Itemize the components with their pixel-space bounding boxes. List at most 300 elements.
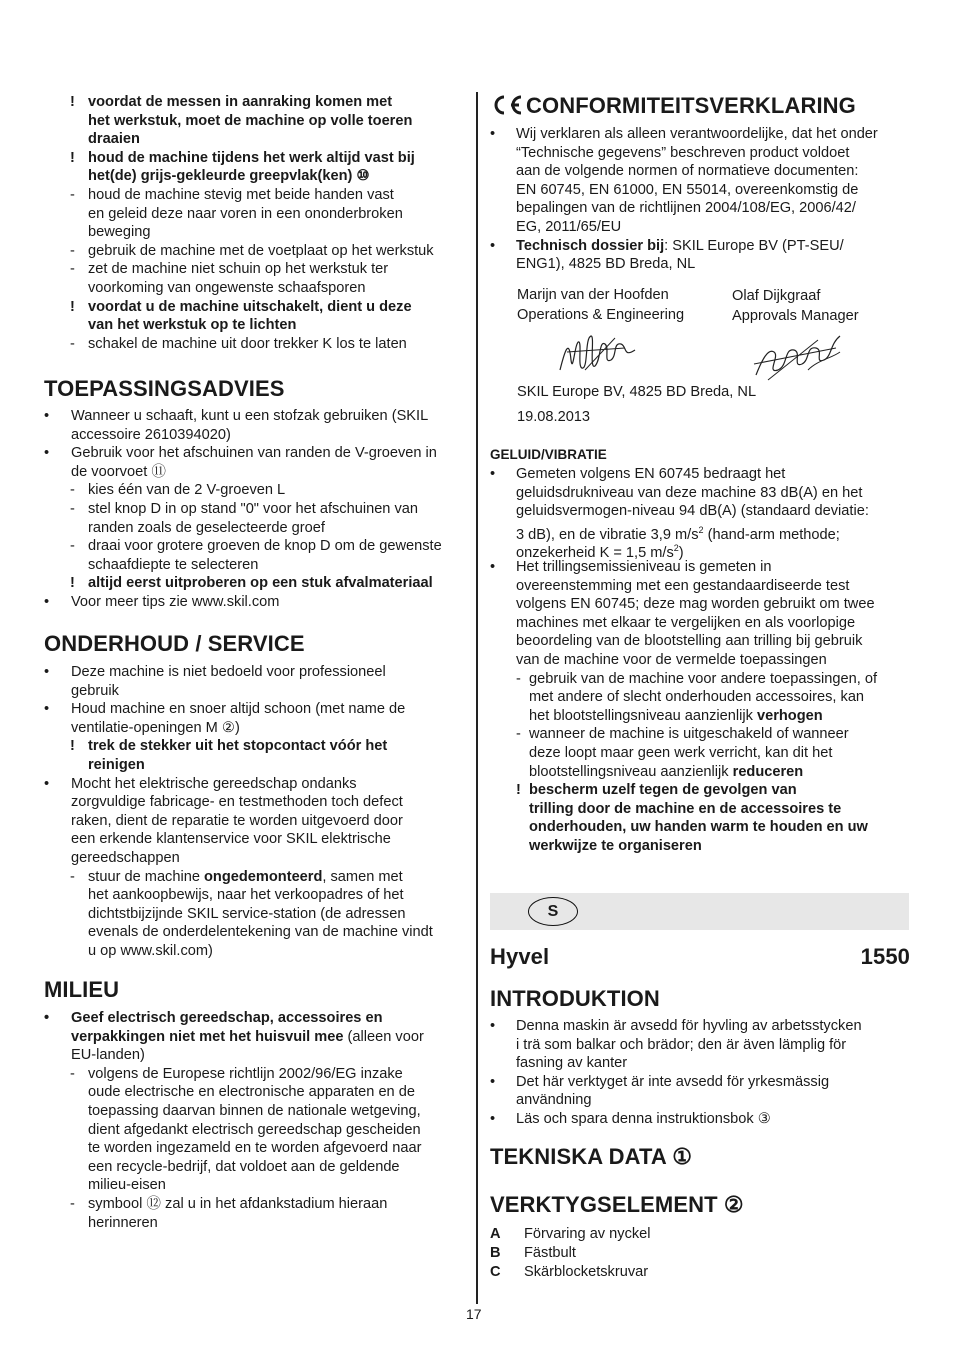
text-run: deze loopt maar geen werk verricht, kan dit het bbox=[529, 745, 833, 761]
signer-2-role: Approvals Manager bbox=[732, 308, 859, 324]
item-line bbox=[44, 793, 403, 812]
geluid-line bbox=[490, 688, 864, 707]
milieu-dash-line-marker bbox=[70, 1102, 88, 1121]
item-line-text bbox=[71, 700, 405, 719]
intro-line-text bbox=[516, 1091, 591, 1110]
item-line-text bbox=[71, 682, 119, 701]
line-text: gebruik bbox=[71, 682, 119, 699]
heading-geluid-vibratie: GELUID/VIBRATIE bbox=[490, 447, 607, 462]
milieu-dash-line-marker bbox=[70, 1176, 88, 1195]
text-run: ) bbox=[678, 545, 684, 562]
milieu-dash-line bbox=[44, 1121, 421, 1140]
item-line bbox=[44, 205, 403, 224]
item-line-marker: - bbox=[70, 187, 75, 203]
text-run: onderhouden, uw handen warm te houden en uw bbox=[529, 819, 868, 836]
line-text: raken, dient de reparatie te worden uitgevoerd door bbox=[71, 812, 403, 829]
language-tab-bar bbox=[490, 893, 909, 930]
text-run: 2 bbox=[698, 524, 704, 535]
item-line-text bbox=[88, 205, 403, 224]
text-run: herinneren bbox=[88, 1214, 158, 1231]
tool-element-row-text bbox=[524, 1225, 651, 1244]
line-text: accessoire 2610394020) bbox=[71, 426, 231, 443]
geluid-line bbox=[490, 465, 785, 484]
conformity-line-marker bbox=[490, 144, 516, 163]
geluid-line-marker bbox=[490, 577, 516, 596]
line-text: reinigen bbox=[88, 757, 145, 773]
line-text: Houd machine en snoer altijd schoon (met name de bbox=[71, 701, 406, 718]
milieu-dash-line-text bbox=[88, 1083, 415, 1102]
item-line bbox=[44, 149, 415, 168]
column-divider bbox=[476, 92, 478, 1304]
intro-line-text bbox=[516, 1054, 627, 1073]
conformity-line bbox=[490, 237, 844, 256]
geluid-line-marker bbox=[490, 632, 516, 651]
item-line-text bbox=[88, 112, 412, 131]
conformity-line-marker: • bbox=[490, 126, 496, 142]
item-line bbox=[44, 737, 387, 756]
milieu-dash-line bbox=[44, 1065, 403, 1084]
conformity-line bbox=[490, 125, 878, 144]
item-line-text bbox=[71, 426, 231, 445]
intro-line-text bbox=[516, 1017, 862, 1036]
line-text: zet de machine niet schuin op het werkstuk ter bbox=[88, 261, 389, 278]
text-run: wanneer de machine is uitgeschakeld of wanneer bbox=[529, 726, 849, 743]
line-text: stel knop D in op stand "0" voor het afschuinen van bbox=[88, 501, 419, 517]
item-line-marker bbox=[44, 830, 71, 849]
tool-element-row bbox=[490, 1225, 651, 1244]
text-run: volgens EN 60745; deze mag worden gebruikt om twee bbox=[516, 596, 875, 613]
item-line bbox=[44, 463, 166, 482]
line-text: het werkstuk, moet de machine op volle toeren bbox=[88, 112, 413, 129]
text-run: het blootstellingsniveau aanzienlijk bbox=[529, 707, 757, 724]
item-line-text bbox=[88, 279, 365, 298]
item-line-text bbox=[88, 756, 145, 775]
heading-toepassingsadvies: TOEPASSINGSADVIES bbox=[44, 376, 285, 401]
text-run: reduceren bbox=[732, 763, 804, 780]
item-line-text bbox=[71, 593, 279, 612]
geluid-line-marker bbox=[516, 818, 529, 837]
milieu-dash-line-marker: - bbox=[70, 1196, 75, 1212]
item-line-marker bbox=[70, 112, 88, 131]
line-text: ventilatie-openingen M ②) bbox=[71, 719, 240, 736]
line-text: trek de stekker uit het stopcontact vóór het bbox=[88, 738, 388, 755]
item-line-text bbox=[88, 186, 394, 205]
item-line-text bbox=[88, 223, 150, 242]
item-line bbox=[44, 279, 365, 298]
intro-line bbox=[490, 1091, 591, 1110]
item-line-marker bbox=[44, 682, 71, 701]
milieu-dash-line-text bbox=[88, 1139, 421, 1158]
text-run: användning bbox=[516, 1092, 592, 1109]
item-line-text bbox=[88, 316, 296, 335]
tool-element-row-marker: A bbox=[490, 1226, 501, 1242]
text-run: EN 60745, EN 61000, EN 55014, overeenkomstig de bbox=[516, 181, 859, 198]
item-line-text bbox=[71, 463, 166, 482]
item-line bbox=[44, 519, 325, 538]
line-text: de voorvoet ⑪ bbox=[71, 463, 166, 480]
item-line-marker bbox=[70, 756, 88, 775]
text-run: dient afgedankt electrisch gereedschap gescheiden bbox=[88, 1121, 421, 1138]
text-run: : SKIL Europe BV (PT-SEU/ bbox=[664, 237, 844, 254]
line-text: evenals de onderdelentekening van de machine vindt bbox=[88, 924, 433, 941]
geluid-line-text bbox=[516, 558, 772, 577]
tool-element-row bbox=[490, 1244, 576, 1263]
item-line bbox=[44, 167, 370, 186]
line-text-bold: ongedemonteerd bbox=[204, 868, 323, 885]
line-text: Deze machine is niet bedoeld voor professioneel bbox=[71, 664, 386, 680]
signature-1-image bbox=[555, 330, 645, 380]
tool-element-row-text bbox=[524, 1263, 648, 1282]
intro-line-marker: • bbox=[490, 1073, 496, 1090]
item-line-text bbox=[71, 830, 391, 849]
milieu-dash-line bbox=[44, 1214, 158, 1233]
item-line-text bbox=[88, 130, 140, 149]
item-line bbox=[44, 830, 391, 849]
intro-line-marker bbox=[490, 1091, 516, 1110]
product-number: 1550 bbox=[860, 944, 910, 969]
intro-line bbox=[490, 1073, 829, 1092]
milieu-dash-line bbox=[44, 1139, 421, 1158]
geluid-line-marker: • bbox=[490, 559, 496, 575]
milieu-bullet-line-text bbox=[71, 1028, 424, 1047]
item-line-text bbox=[88, 519, 325, 538]
item-line-marker bbox=[44, 812, 71, 831]
text-run: volgens de Europese richtlijn 2002/96/EG inzake bbox=[88, 1065, 403, 1082]
geluid-line bbox=[490, 484, 862, 503]
geluid-line-marker: - bbox=[516, 726, 521, 743]
text-run: toepassing daarvan binnen de nationale wetgeving, bbox=[88, 1103, 421, 1119]
line-text: u op www.skil.com) bbox=[88, 943, 213, 959]
item-line-marker: - bbox=[70, 242, 75, 259]
conformity-line-marker bbox=[490, 218, 516, 237]
milieu-bullet-line-text bbox=[71, 1046, 145, 1065]
page-number: 17 bbox=[466, 1306, 482, 1322]
geluid-line bbox=[490, 614, 855, 633]
geluid-line-text bbox=[529, 688, 864, 707]
item-line-marker bbox=[70, 905, 88, 924]
text-run: symbool ⑫ zal u in het afdankstadium hieraan bbox=[88, 1196, 388, 1212]
conformity-line bbox=[490, 218, 621, 237]
geluid-line-text bbox=[529, 725, 849, 744]
milieu-bullet-text bbox=[71, 1009, 383, 1028]
geluid-line-marker bbox=[516, 800, 529, 819]
text-run: 2 bbox=[673, 543, 679, 554]
item-line-marker: - bbox=[70, 482, 75, 499]
milieu-dash-line-text bbox=[88, 1102, 421, 1121]
item-line-text bbox=[71, 793, 403, 812]
text-run: Förvaring av nyckel bbox=[524, 1226, 651, 1242]
milieu-dash-line-marker bbox=[70, 1139, 88, 1158]
tool-element-row-marker: B bbox=[490, 1245, 501, 1261]
line-text: schakel de machine uit door trekker K los te laten bbox=[88, 335, 407, 352]
item-line bbox=[44, 298, 412, 317]
intro-line bbox=[490, 1017, 862, 1036]
item-line bbox=[44, 574, 433, 593]
item-line-marker bbox=[44, 793, 71, 812]
heading-conformity bbox=[490, 93, 856, 119]
milieu-dash-line bbox=[44, 1195, 387, 1214]
text-run: “Technische gegevens” beschreven product voldoet bbox=[516, 144, 850, 161]
milieu-dash-line bbox=[44, 1176, 166, 1195]
line-text: draai voor grotere groeven de knop D om de gewenste bbox=[88, 538, 442, 555]
item-line-text bbox=[71, 775, 357, 794]
line-text: voordat u de machine uitschakelt, dient u deze bbox=[88, 298, 412, 315]
text-run: van de machine voor de vermelde toepassingen bbox=[516, 652, 827, 668]
company-address: SKIL Europe BV, 4825 BD Breda, NL bbox=[517, 384, 757, 400]
text-run: bescherm uzelf tegen de gevolgen van bbox=[529, 782, 797, 799]
item-line-marker bbox=[70, 886, 88, 905]
declaration-date: 19.08.2013 bbox=[517, 409, 591, 425]
item-line-marker: ! bbox=[70, 738, 75, 755]
text-run: een recycle-bedrijf, dat voldoet aan de geldende bbox=[88, 1158, 400, 1175]
line-text: , samen met bbox=[322, 868, 403, 885]
text-run: beoordeling van de blootstelling aan trilling bij gebruik bbox=[516, 633, 863, 650]
geluid-line-text bbox=[529, 763, 803, 782]
text-run: te worden ingezameld en te worden afgevoerd naar bbox=[88, 1140, 422, 1157]
item-line-text bbox=[88, 556, 258, 575]
text-run: bepalingen van de richtlijnen 2004/108/EG, 2006/42/ bbox=[516, 200, 856, 217]
item-line bbox=[44, 112, 412, 131]
text-run: trilling door de machine en de accessoires te bbox=[529, 800, 842, 817]
item-line bbox=[44, 593, 279, 612]
geluid-line-text bbox=[529, 744, 832, 763]
text-run: werkwijze te organiseren bbox=[529, 838, 702, 854]
line-text: beweging bbox=[88, 224, 151, 241]
text-run: geluidsdrukniveau van deze machine 83 dB(A) en het bbox=[516, 484, 863, 501]
item-line-marker: - bbox=[70, 501, 75, 517]
geluid-line-text bbox=[516, 595, 875, 614]
line-text: voorkoming van ongewenste schaafsporen bbox=[88, 280, 366, 296]
item-line-marker: ! bbox=[70, 298, 75, 315]
line-text: zorgvuldige fabricage- en testmethoden toch defect bbox=[71, 794, 403, 811]
item-line-marker: • bbox=[44, 408, 50, 424]
milieu-dash-line-text bbox=[88, 1176, 166, 1195]
geluid-line-text bbox=[516, 632, 862, 651]
text-run: verpakkingen niet met het huisvuil mee bbox=[71, 1028, 344, 1045]
item-line bbox=[44, 700, 405, 719]
item-line bbox=[44, 812, 403, 831]
geluid-line-text bbox=[529, 800, 841, 819]
text-run: fasning av kanter bbox=[516, 1055, 628, 1072]
text-run: Geef electrisch gereedschap, accessoires en bbox=[71, 1010, 383, 1026]
milieu-dash-line bbox=[44, 1083, 415, 1102]
item-line-marker: - bbox=[70, 868, 75, 885]
item-line-text bbox=[71, 849, 180, 868]
text-run: 3 dB), en de vibratie 3,9 m/s bbox=[516, 526, 699, 543]
item-line-text bbox=[88, 500, 418, 519]
conformity-line-marker bbox=[490, 255, 516, 274]
item-line-marker bbox=[70, 279, 88, 298]
text-run: EG, 2011/65/EU bbox=[516, 219, 622, 235]
item-line bbox=[44, 775, 357, 794]
conformity-line-marker bbox=[490, 199, 516, 218]
item-line-marker bbox=[70, 316, 88, 335]
geluid-line-text bbox=[516, 651, 827, 670]
tool-element-row-text bbox=[524, 1244, 576, 1263]
line-text: houd de machine tijdens het werk altijd vast bij bbox=[88, 149, 415, 166]
line-text: randen zoals de geselecteerde groef bbox=[88, 519, 325, 536]
item-line bbox=[44, 130, 140, 149]
text-run: ENG1), 4825 BD Breda, NL bbox=[516, 256, 696, 273]
item-line-marker bbox=[70, 167, 88, 186]
geluid-line bbox=[490, 781, 797, 800]
item-line-marker: ! bbox=[70, 575, 75, 592]
ce-mark-icon bbox=[490, 93, 524, 119]
text-run: overeenstemming met een gestandaardiseerde test bbox=[516, 577, 850, 594]
item-line-text bbox=[88, 537, 442, 556]
item-line-marker bbox=[70, 556, 88, 575]
item-line-text bbox=[71, 719, 240, 738]
item-line-marker bbox=[44, 463, 71, 482]
conformity-line-text bbox=[516, 218, 621, 237]
geluid-line bbox=[490, 707, 823, 726]
milieu-dash-line-text bbox=[88, 1214, 158, 1233]
conformity-line-marker: • bbox=[490, 237, 496, 254]
item-line bbox=[44, 719, 240, 738]
text-run: (alleen voor bbox=[343, 1028, 424, 1045]
text-run: onzekerheid K = 1,5 m/s bbox=[516, 545, 674, 562]
line-text: Mocht het elektrische gereedschap ondanks bbox=[71, 775, 357, 792]
item-line-marker: • bbox=[44, 664, 50, 680]
geluid-line-text bbox=[516, 484, 862, 503]
line-text: houd de machine stevig met beide handen vast bbox=[88, 187, 394, 203]
text-run: Wij verklaren als alleen verantwoordelijke, dat het onder bbox=[516, 126, 878, 142]
text-run: blootstellingsniveau aanzienlijk bbox=[529, 763, 733, 780]
item-line-text bbox=[88, 149, 415, 168]
signer-2-name: Olaf Dijkgraaf bbox=[732, 288, 821, 304]
heading-onderhoud-service: ONDERHOUD / SERVICE bbox=[44, 631, 305, 656]
text-run: Läs och spara denna instruktionsbok ③ bbox=[516, 1111, 771, 1127]
text-run: machines met elkaar te vergelijken en als voorlopige bbox=[516, 614, 856, 631]
item-line bbox=[44, 663, 386, 682]
text-run: Technisch dossier bij bbox=[516, 237, 665, 254]
item-line bbox=[44, 242, 434, 261]
item-line bbox=[44, 682, 119, 701]
item-line-text bbox=[71, 812, 403, 831]
item-line-marker bbox=[70, 205, 88, 224]
item-line bbox=[44, 223, 150, 242]
text-run: (hand-arm methode; bbox=[703, 526, 840, 543]
line-text: van het werkstuk op te lichten bbox=[88, 317, 297, 334]
intro-line-marker: • bbox=[490, 1111, 496, 1127]
intro-line-text bbox=[516, 1036, 846, 1055]
line-text: kies één van de 2 V-groeven L bbox=[88, 482, 286, 499]
milieu-dash-line-marker bbox=[70, 1083, 88, 1102]
conformity-line bbox=[490, 199, 856, 218]
geluid-line-marker bbox=[516, 763, 529, 782]
item-line bbox=[44, 537, 442, 556]
line-text: en geleid deze naar voren in een ononderbroken bbox=[88, 205, 403, 222]
line-text: gebruik de machine met de voetplaat op het werkstuk bbox=[88, 242, 434, 259]
line-text: een erkende klantenservice voor SKIL elektrische bbox=[71, 831, 391, 848]
geluid-line-marker bbox=[490, 651, 516, 670]
signer-1-name: Marijn van der Hoofden bbox=[517, 287, 669, 303]
conformity-line-text bbox=[516, 125, 878, 144]
milieu-bullet-line bbox=[44, 1046, 145, 1065]
line-text: draaien bbox=[88, 131, 140, 148]
text-run: aan de volgende normen of normatieve documenten: bbox=[516, 163, 859, 180]
item-line-marker bbox=[70, 942, 88, 961]
item-line-marker: - bbox=[70, 538, 75, 555]
milieu-dash-line-marker: - bbox=[70, 1065, 75, 1082]
item-line bbox=[44, 556, 258, 575]
geluid-line-marker bbox=[516, 707, 529, 726]
geluid-line-text bbox=[516, 614, 855, 633]
intro-line-marker bbox=[490, 1054, 516, 1073]
item-line-marker bbox=[44, 426, 71, 445]
signature-2-image bbox=[748, 330, 848, 385]
item-line bbox=[44, 849, 180, 868]
item-line-text bbox=[88, 335, 407, 354]
item-line-marker: - bbox=[70, 335, 75, 352]
item-line-marker bbox=[70, 923, 88, 942]
heading-text: CONFORMITEITSVERKLARING bbox=[526, 93, 856, 118]
geluid-line bbox=[490, 502, 869, 521]
item-line bbox=[44, 923, 433, 942]
line-text: schaafdiepte te selecteren bbox=[88, 556, 259, 573]
milieu-bullet bbox=[44, 1009, 383, 1028]
milieu-dash-line-marker bbox=[70, 1121, 88, 1140]
heading-tekniska-data: TEKNISKA DATA ① bbox=[490, 1144, 693, 1169]
item-line-marker bbox=[44, 719, 71, 738]
line-text: Voor meer tips zie www.skil.com bbox=[71, 594, 280, 610]
geluid-line bbox=[490, 577, 849, 596]
item-line bbox=[44, 426, 231, 445]
item-line-text bbox=[88, 905, 405, 924]
geluid-line-text bbox=[529, 781, 797, 800]
intro-line bbox=[490, 1110, 771, 1129]
line-text: voordat de messen in aanraking komen met bbox=[88, 94, 393, 110]
text-run: Het trillingsemissieniveau is gemeten in bbox=[516, 559, 772, 575]
geluid-line bbox=[490, 558, 772, 577]
geluid-line bbox=[490, 725, 849, 744]
item-line-text bbox=[71, 407, 428, 426]
geluid-line bbox=[490, 632, 862, 651]
item-line-marker: ! bbox=[70, 149, 75, 166]
milieu-dash-line-text bbox=[88, 1121, 421, 1140]
milieu-dash-line-marker bbox=[70, 1158, 88, 1177]
geluid-line bbox=[490, 800, 841, 819]
item-line-text bbox=[88, 886, 404, 905]
geluid-line bbox=[490, 763, 803, 782]
item-line-text bbox=[88, 868, 403, 887]
text-run: Gemeten volgens EN 60745 bedraagt het bbox=[516, 466, 786, 482]
text-run: EU-landen) bbox=[71, 1047, 145, 1064]
text-run: Fästbult bbox=[524, 1245, 576, 1261]
line-text: gereedschappen bbox=[71, 850, 180, 866]
item-line bbox=[44, 407, 428, 426]
item-line-marker: ! bbox=[70, 94, 75, 110]
milieu-bullet-line-marker bbox=[44, 1028, 71, 1047]
item-line-text bbox=[88, 167, 370, 186]
conformity-line-text bbox=[516, 162, 858, 181]
milieu-dash-line bbox=[44, 1158, 400, 1177]
intro-line-text bbox=[516, 1073, 829, 1092]
text-run: met andere of slecht onderhouden accessoires, kan bbox=[529, 689, 865, 706]
geluid-line bbox=[490, 837, 702, 856]
conformity-line-marker bbox=[490, 162, 516, 181]
conformity-line bbox=[490, 162, 858, 181]
text-run: oude electrische en electronische apparaten en de bbox=[88, 1084, 415, 1101]
item-line-text bbox=[88, 574, 433, 593]
geluid-line-marker bbox=[490, 595, 516, 614]
conformity-line-text bbox=[516, 199, 856, 218]
item-line-marker: • bbox=[44, 445, 50, 462]
text-run: Denna maskin är avsedd för hyvling av arbetsstycken bbox=[516, 1018, 862, 1034]
conformity-line bbox=[490, 255, 695, 274]
conformity-line-text bbox=[516, 144, 849, 163]
item-line-marker bbox=[70, 223, 88, 242]
